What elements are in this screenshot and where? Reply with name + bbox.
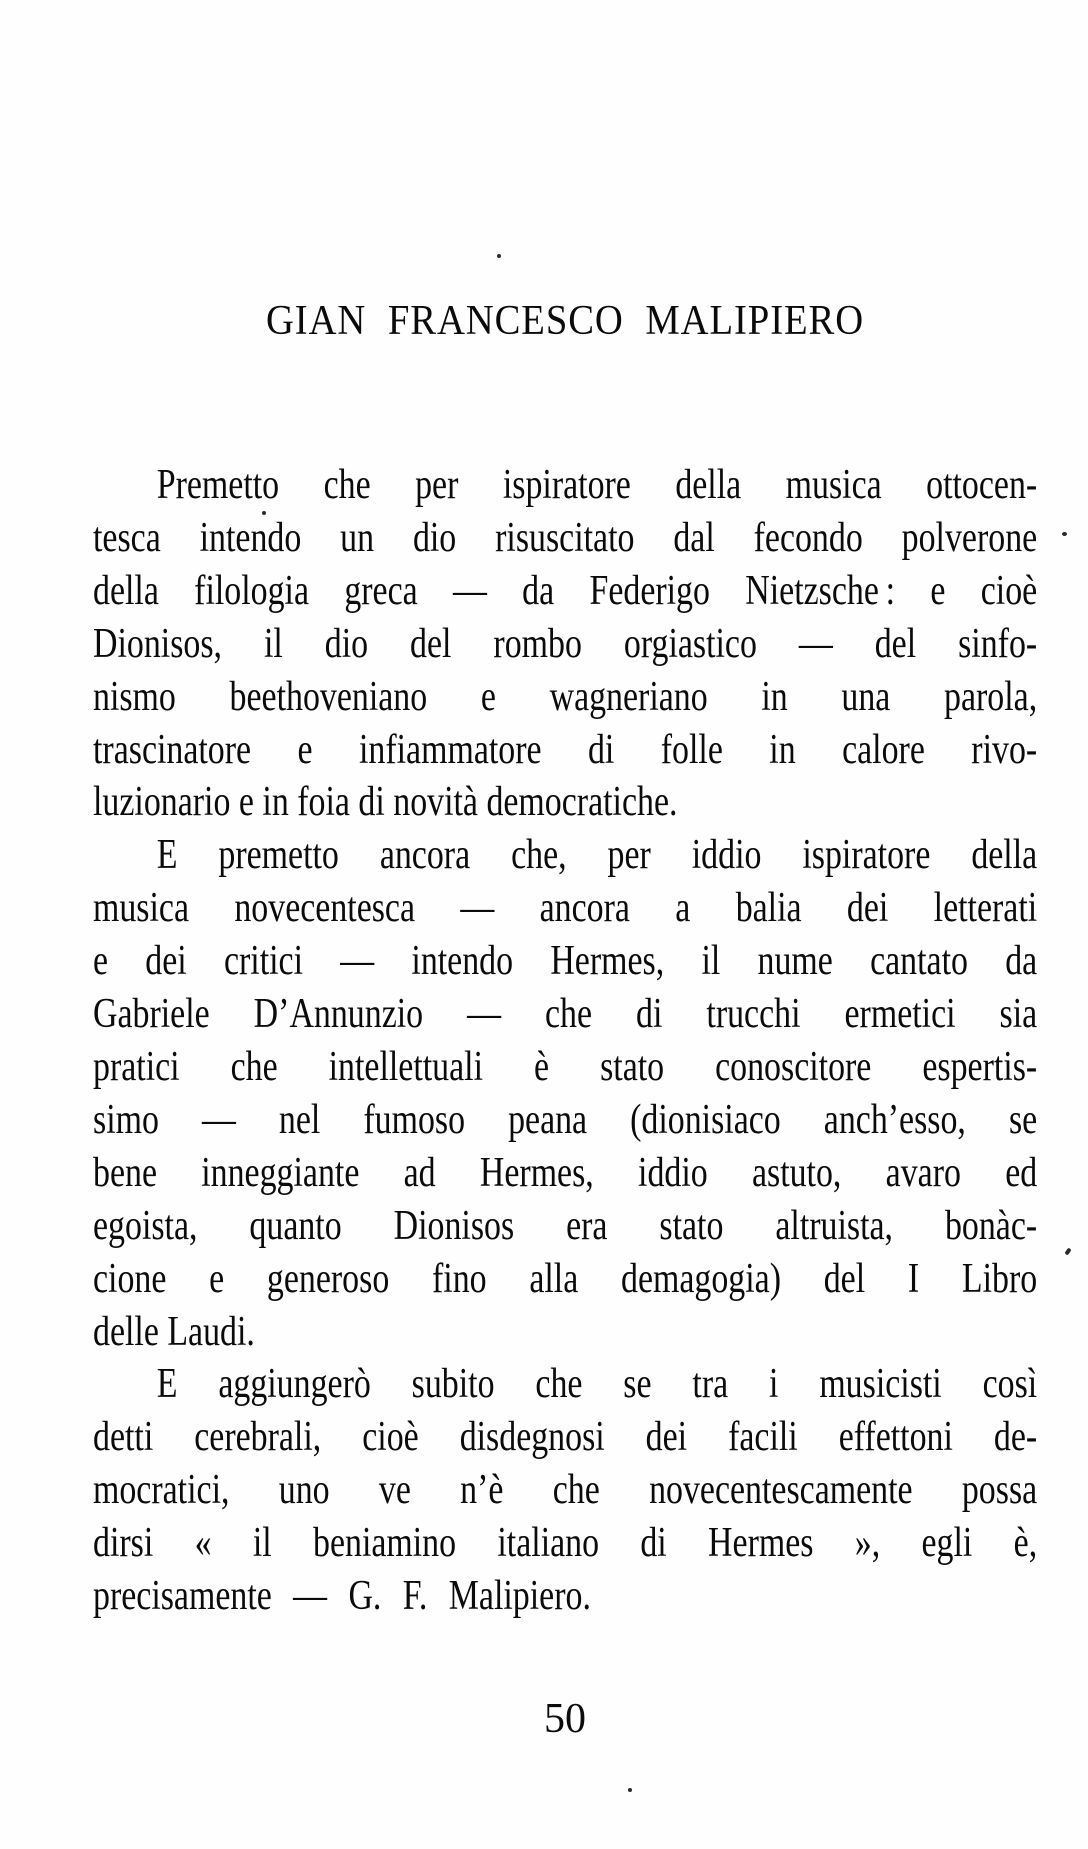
body-text — [93, 459, 1088, 1623]
text-line: detti cerebrali, cioè disdegnosi dei facili effettoni de- — [93, 1414, 1038, 1461]
paragraph — [93, 1358, 1088, 1623]
scan-speck — [262, 511, 266, 515]
scan-speck — [628, 1788, 632, 1792]
text-line: musica novecentesca — ancora a balia dei letterati — [93, 885, 1038, 932]
text-line: simo — nel fumoso peana (dionisiaco anch’esso, se — [93, 1096, 1038, 1143]
text-line: Dionisos, il dio del rombo orgiastico — del sinfo- — [93, 620, 1038, 667]
text-line: E aggiungerò subito che se tra i musicisti così — [156, 1361, 1038, 1408]
text-line: tesca intendo un dio risuscitato dal fecondo polverone — [93, 514, 1038, 561]
text-line: Gabriele D’Annunzio — che di trucchi ermetici sia — [93, 991, 1038, 1038]
page-number: 50 — [544, 1696, 586, 1742]
text-line: della filologia greca — da Federigo Nietzsche : e cioè — [93, 567, 1038, 614]
scan-speck — [497, 254, 501, 258]
page-title: GIAN FRANCESCO MALIPIERO — [265, 298, 865, 344]
text-line: mocratici, uno ve n’è che novecentescamente possa — [93, 1467, 1038, 1514]
text-line: trascinatore e infiammatore di folle in calore rivo- — [93, 726, 1038, 773]
paragraph — [93, 829, 1088, 1358]
scan-speck — [1062, 532, 1067, 536]
text-line: pratici che intellettuali è stato conoscitore espertis- — [93, 1043, 1038, 1090]
text-line: bene inneggiante ad Hermes, iddio astuto, avaro ed — [93, 1149, 1038, 1196]
text-line: cione e generoso fino alla demagogia) del I Libro — [93, 1255, 1038, 1302]
text-line: dirsi « il beniamino italiano di Hermes », egli è, — [93, 1520, 1038, 1567]
text-line: e dei critici — intendo Hermes, il nume cantato da — [93, 938, 1038, 985]
text-line: E premetto ancora che, per iddio ispiratore della — [156, 832, 1038, 879]
paragraph — [93, 459, 1088, 829]
text-line: Premetto che per ispiratore della musica ottocen- — [156, 462, 1038, 508]
text-line: precisamente — G. F. Malipiero. — [93, 1573, 591, 1620]
text-line: nismo beethoveniano e wagneriano in una parola, — [93, 673, 1038, 720]
text-line: luzionario e in foia di novità democratiche. — [93, 779, 678, 826]
text-line: delle Laudi. — [93, 1308, 255, 1355]
text-line: egoista, quanto Dionisos era stato altruista, bonàc- — [93, 1202, 1038, 1249]
